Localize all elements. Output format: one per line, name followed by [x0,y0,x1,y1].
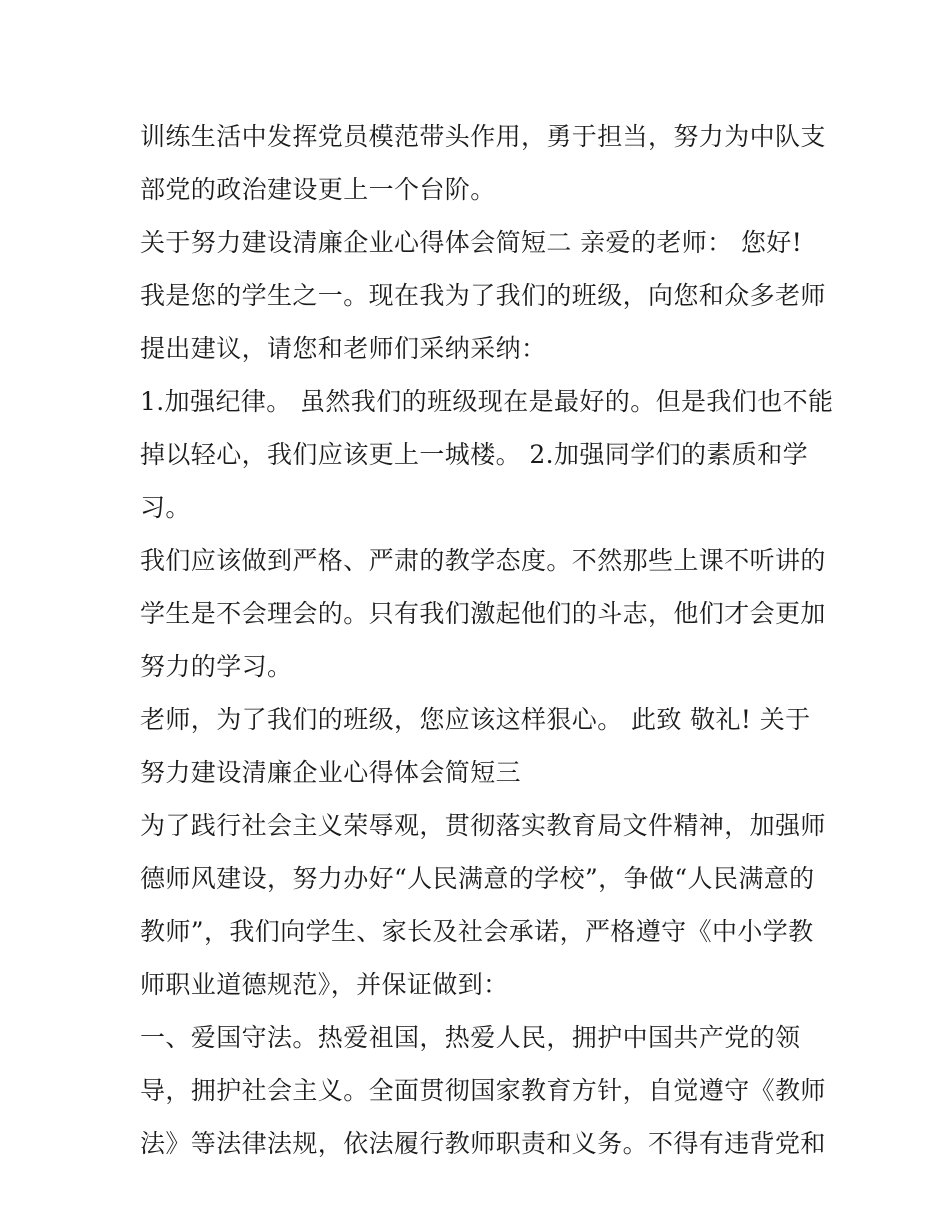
text-line-10: 学生是不会理会的。只有我们激起他们的斗志，他们才会更加 [140,599,826,628]
text-line-1: 训练生活中发挥党员模范带头作用，勇于担当，努力为中队支 [140,122,826,151]
text-line-5: 提出建议，请您和老师们采纳采纳： [140,334,547,363]
text-line-2: 部党的政治建设更上一个台阶。 [140,175,496,204]
text-line-13: 努力建设清廉企业心得体会简短三 [140,758,522,787]
text-line-18: 一、爱国守法。热爱祖国，热爱人民，拥护中国共产党的领 [140,1023,801,1052]
document-body [140,110,834,1170]
text-line-6: 1.加强纪律。 虽然我们的班级现在是最好的。但是我们也不能 [140,387,834,416]
text-line-17: 师职业道德规范》，并保证做到： [140,970,509,999]
text-line-4: 我是您的学生之一。现在我为了我们的班级，向您和众多老师 [140,281,826,310]
text-line-12: 老师，为了我们的班级，您应该这样狠心。 此致 敬礼! 关于 [140,705,811,734]
text-line-19: 导，拥护社会主义。全面贯彻国家教育方针，自觉遵守《教师 [140,1076,826,1105]
text-line-14: 为了践行社会主义荣辱观，贯彻落实教育局文件精神，加强师 [140,811,826,840]
text-line-8: 习。 [140,493,191,522]
text-line-15: 德师风建设，努力办好“人民满意的学校”，争做“人民满意的 [140,864,815,893]
text-line-20: 法》等法律法规，依法履行教师职责和义务。不得有违背党和 [140,1129,826,1158]
text-line-7: 掉以轻心，我们应该更上一城楼。 2.加强同学们的素质和学 [140,440,809,469]
text-line-16: 教师”，我们向学生、家长及社会承诺，严格遵守《中小学教 [140,917,814,946]
text-line-9: 我们应该做到严格、严肃的教学态度。不然那些上课不听讲的 [140,546,826,575]
text-line-11: 努力的学习。 [140,652,293,681]
text-line-3: 关于努力建设清廉企业心得体会简短二 亲爱的老师： 您好! [140,228,803,257]
